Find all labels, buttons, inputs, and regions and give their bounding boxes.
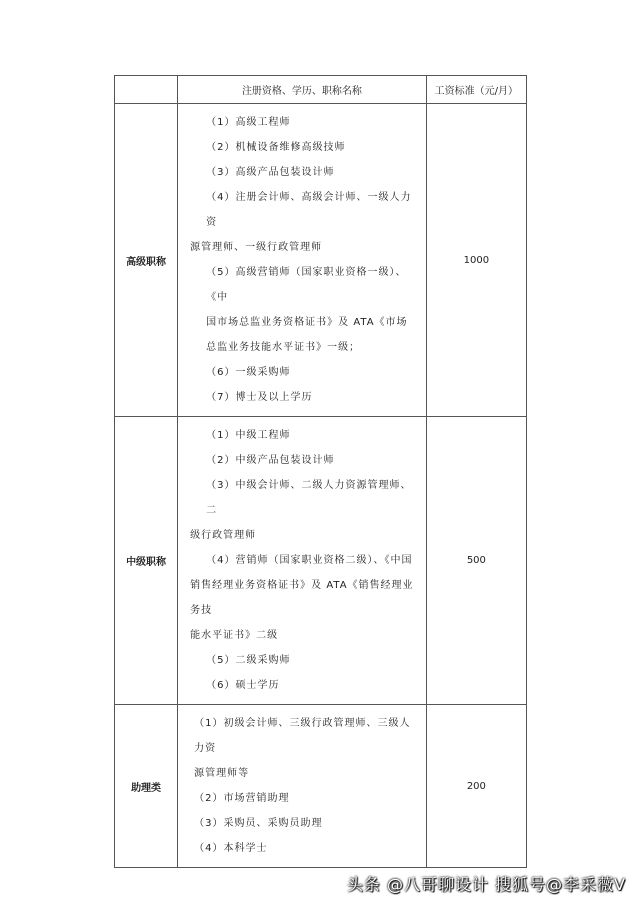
category-cell: 中级职称 bbox=[115, 417, 178, 705]
list-item: （4）注册会计师、高级会计师、一级人力资 源管理师、一级行政管理师 bbox=[190, 192, 412, 253]
list-item: （1）中级工程师 bbox=[206, 430, 291, 441]
qualification-list bbox=[178, 417, 427, 705]
table-row bbox=[115, 417, 527, 705]
category-cell: 助理类 bbox=[115, 705, 178, 868]
list-item: （4）本科学士 bbox=[194, 843, 268, 854]
table-row bbox=[115, 705, 527, 868]
header-cell-wage: 工资标准（元/月） bbox=[426, 76, 526, 104]
list-item: （5）二级采购师 bbox=[206, 655, 291, 666]
list-item: （2）机械设备维修高级技师 bbox=[206, 142, 346, 153]
qualification-list bbox=[178, 705, 427, 868]
list-item: （5）高级营销师（国家职业资格一级）、《中 国市场总监业务资格证书》及 ATA《市场 总监业务技能水平证书》一级； bbox=[206, 267, 408, 353]
list-item: （4）营销师（国家职业资格二级）、《中国 销售经理业务资格证书》及 ATA《销售经理业务技 能水平证书》二级 bbox=[190, 555, 414, 641]
watermark: 头条 @八哥聊设计 搜狐号@李采薇V bbox=[346, 875, 626, 894]
list-item: （3）采购员、采购员助理 bbox=[194, 818, 323, 829]
list-item: （3）高级产品包装设计师 bbox=[206, 167, 335, 178]
list-item: （6）一级采购师 bbox=[206, 367, 291, 378]
wage-cell: 1000 bbox=[426, 104, 526, 417]
list-item: （7）博士及以上学历 bbox=[206, 392, 313, 403]
list-item: （2）中级产品包装设计师 bbox=[206, 455, 335, 466]
salary-standard-table bbox=[114, 75, 527, 868]
table-row bbox=[115, 104, 527, 417]
list-item: （6）硕士学历 bbox=[206, 680, 280, 691]
category-cell: 高级职称 bbox=[115, 104, 178, 417]
wage-cell: 200 bbox=[426, 705, 526, 868]
list-item: （1）初级会计师、三级行政管理师、三级人力资 源管理师等 bbox=[194, 718, 411, 779]
table-header-row bbox=[115, 76, 527, 104]
list-item: （1）高级工程师 bbox=[206, 117, 291, 128]
qualification-list bbox=[178, 104, 427, 417]
header-cell-qualification: 注册资格、学历、职称名称 bbox=[178, 76, 427, 104]
header-cell-empty bbox=[115, 76, 178, 104]
list-item: （2）市场营销助理 bbox=[194, 793, 290, 804]
wage-cell: 500 bbox=[426, 417, 526, 705]
list-item: （3）中级会计师、二级人力资源管理师、二 级行政管理师 bbox=[190, 480, 412, 541]
